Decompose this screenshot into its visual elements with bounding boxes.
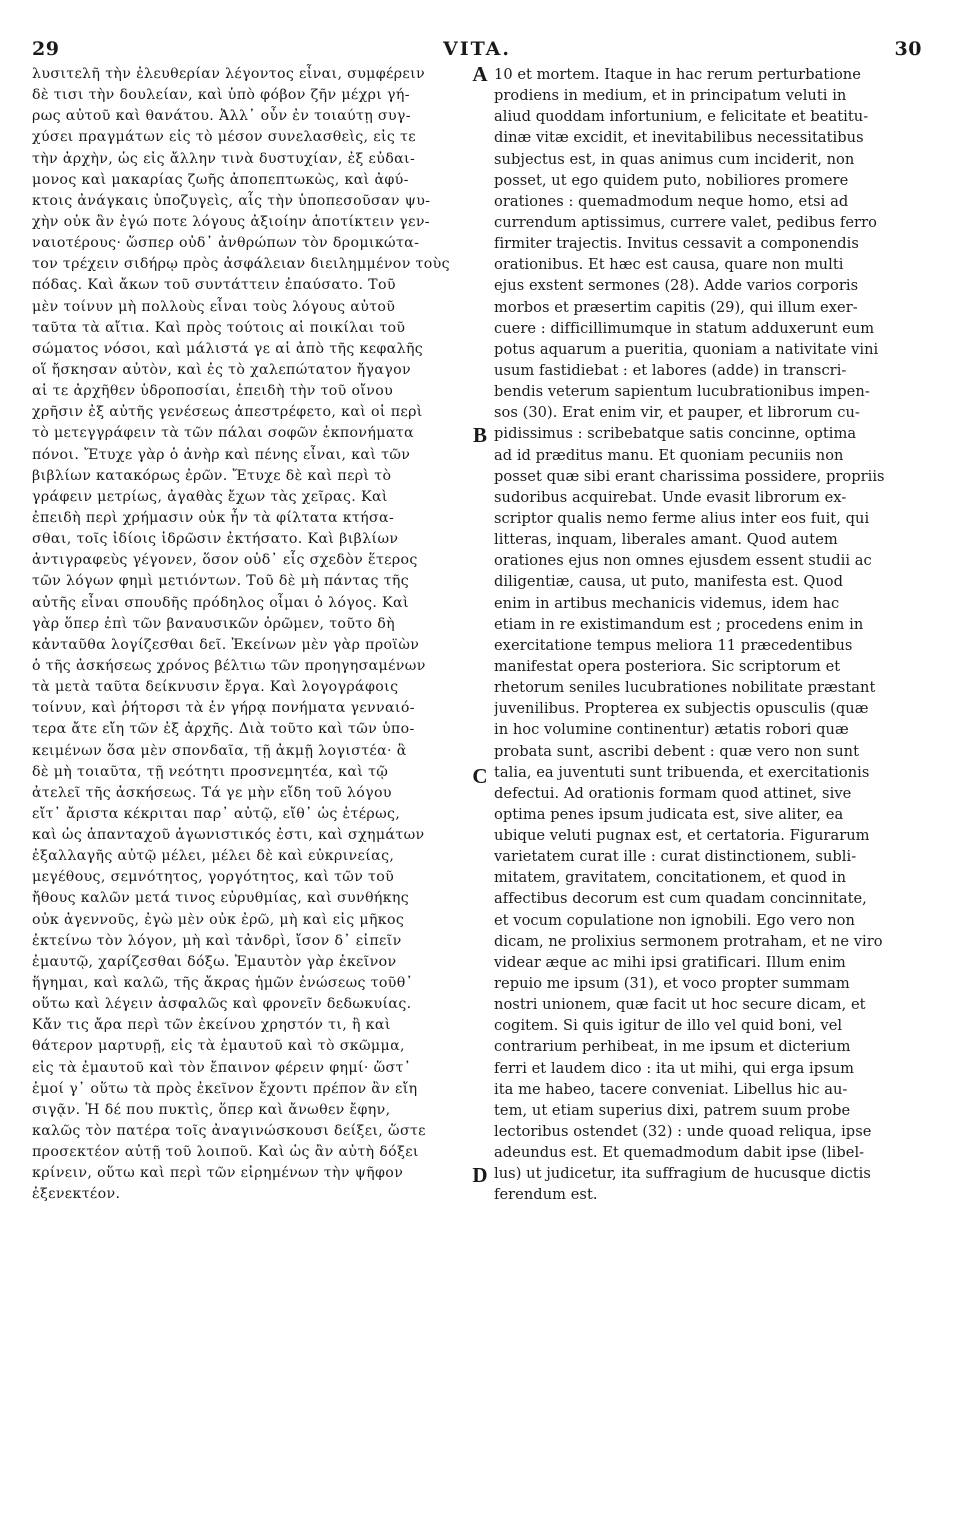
latin-text-line: ejus exstent sermones (28). Adde varios corporis	[494, 277, 859, 295]
greek-text-line: χὴν οὐκ ἂν ἐγώ ποτε λόγους ἀξιοίην ἀποτίκτειν γεν-	[32, 213, 430, 230]
latin-text-line: orationibus. Et hæc est causa, quare non multi	[494, 256, 844, 274]
latin-text-line: nostri unionem, quæ facit ut hoc secure dicam, et	[494, 996, 866, 1014]
latin-text-line: manifestat opera posteriora. Sic scriptorum et	[494, 657, 841, 675]
greek-text-line: καὶ ὡς ἁπανταχοῦ ἀγωνιστικός ἐστι, καὶ σχημάτων	[32, 827, 425, 844]
latin-text-line: currendum aptissimus, currere valet, pedibus ferro	[494, 213, 877, 231]
latin-text-line: ferendum est.	[494, 1186, 598, 1204]
latin-text-line: sos (30). Erat enim vir, et pauper, et librorum cu-	[494, 404, 860, 422]
greek-text-line: ἐπειδὴ περὶ χρήμασιν οὐκ ἦν τὰ φίλτατα κτήσα-	[32, 509, 395, 526]
latin-text-line: bendis veterum sapientum lucubrationibus impen-	[494, 383, 870, 401]
greek-text-line: Κἄν τις ἄρα περὶ τῶν ἐκείνου χρηστόν τι, ἢ καὶ	[32, 1017, 391, 1034]
latin-text-line: sudoribus acquirebat. Unde evasit librorum ex-	[494, 488, 847, 506]
greek-text-line: ὁ τῆς ἀσκήσεως χρόνος βέλτιω τῶν προηγησαμένων	[32, 657, 426, 674]
greek-text-line: οὐκ ἀγεννοῦς, ἐγὼ μὲν οὐκ ἐρῶ, μὴ καὶ εἰς μῆκος	[32, 911, 405, 928]
latin-text-line: adeundus est. Et quemadmodum dabit ipse (libel-	[494, 1144, 865, 1162]
greek-text-line: ἐξαλλαγῆς αὐτῷ μέλει, μέλει δὲ καὶ εὐκρινείας,	[32, 848, 395, 865]
greek-text-line: τῶν λόγων φημὶ μετιόντων. Τοῦ δὲ μὴ πάντας τῆς	[32, 573, 410, 590]
greek-text-line: οἵ ἤσκησαν αὐτὸν, καὶ ἐς τὸ χαλεπώτατον ἤγαγον	[32, 361, 411, 378]
greek-text-line: αἱ τε ἀρχῆθεν ὑδροποσίαι, ἐπειδὴ τὴν τοῦ οἴνου	[32, 383, 394, 400]
latin-text-line: 10 et mortem. Itaque in hac rerum perturbatione	[494, 66, 861, 83]
greek-text-line: τὸ μετεγγράφειν τὰ τῶν πάλαι σοφῶν ἐκπονήματα	[32, 425, 414, 442]
latin-text-line: optima penes ipsum judicata est, sive aliter, ea	[494, 805, 844, 823]
latin-text-line: etiam in re existimandum est ; procedens enim in	[494, 615, 864, 633]
greek-text-line: δὲ τισι τὴν δουλείαν, καὶ ὑπὸ φόβον ζῆν μέχρι γή-	[32, 87, 410, 104]
latin-text-line: cogitem. Si quis igitur de illo vel quid boni, vel	[494, 1017, 843, 1035]
latin-text-line: varietatem curat ille : curat distinctionem, subli-	[494, 848, 857, 866]
greek-text-line: λυσιτελῆ τὴν ἐλευθερίαν λέγοντος εἶναι, συμφέρειν	[32, 66, 426, 82]
greek-text-line: μονος καὶ μακαρίας ζωῆς ἀποπεπτωκὼς, καὶ ἀφύ-	[32, 171, 409, 188]
greek-text-line: ἥγημαι, καὶ καλῶ, τῆς ἄκρας ἡμῶν ἐνώσεως τοῦθ᾽	[32, 975, 414, 992]
latin-text-line: repuio me ipsum (31), et voco propter summam	[494, 975, 850, 993]
greek-text-line: τὰ μετὰ ταῦτα δείκνυσιν ἔργα. Καὶ λογογράφοις	[32, 679, 399, 696]
greek-text-line: τον τρέχειν σιδήρῳ πρὸς ἀσφάλειαν διειλημμένον τοὺς	[32, 256, 450, 273]
latin-text-line: defectui. Ad orationis formam quod attinet, sive	[494, 784, 852, 802]
greek-text-line: ταῦτα τὰ αἴτια. Καὶ πρὸς τούτοις αἱ ποικίλαι τοῦ	[32, 319, 406, 336]
latin-text-line: posset quæ sibi erant charissima possidere, propriis	[494, 467, 885, 485]
latin-text-line: scriptor qualis nemo ferme alius inter eos fuit, qui	[494, 509, 870, 527]
latin-text-line: videar æque ac mihi ipsi gratificari. Illum enim	[494, 953, 846, 971]
greek-text-line: γράφειν μετρίως, ἀγαθὰς ἔχων τὰς χεῖρας. Καὶ	[32, 488, 388, 505]
greek-text-line: σώματος νόσοι, καὶ μάλιστά γε αἱ ἀπὸ τῆς κεφαλῆς	[32, 340, 424, 357]
latin-text-line: talia, ea juventuti sunt tribuenda, et exercitationis	[494, 763, 870, 781]
latin-text-line: ita me habeo, tacere conveniat. Libellus hic au-	[494, 1080, 848, 1098]
latin-text-line: posset, ut ego quidem puto, nobiliores promere	[494, 171, 849, 189]
greek-text-line: εἰς τὰ ἐμαυτοῦ καὶ τὸν ἔπαινον φέρειν φημί· ὥστ᾽	[32, 1059, 412, 1076]
greek-text-line: τοίνυν, καὶ ῥήτορσι τὰ ἐν γήρᾳ πονήματα γενναιό-	[32, 700, 415, 717]
greek-text-line: δὲ μὴ τοιαῦτα, τῇ νεότητι προσνεμητέα, καὶ τῷ	[32, 763, 389, 780]
latin-text-line: lus) ut judicetur, ita suffragium de hucusque dictis	[494, 1165, 871, 1183]
latin-text-line: juvenilibus. Propterea ex subjectis opusculis (quæ	[494, 700, 869, 718]
greek-text-line: οὕτω καὶ λέγειν ἀσφαλῶς καὶ φρονεῖν δεδωκυίας.	[32, 996, 412, 1013]
latin-text-line: affectibus decorum est cum quadam concinnitate,	[494, 890, 867, 908]
greek-text-line: εἴτ᾽ ἄριστα κέκριται παρ᾽ αὐτῷ, εἴθ᾽ ὡς ἑτέρως,	[32, 805, 401, 822]
greek-text-line: αὐτῆς εἶναι σπουδῆς πρόδηλος οἶμαι ὁ λόγος. Καὶ	[32, 594, 409, 611]
page-number-left: 29	[32, 38, 60, 60]
greek-text-line: ἐκτείνω τὸν λόγον, μὴ καὶ τἀνδρὶ, ἴσον δ᾽ εἰπεῖν	[32, 932, 402, 949]
latin-text-line: mitatem, gravitatem, concitationem, et quod in	[494, 869, 847, 887]
latin-text-line: aliud quoddam infortunium, e felicitate et beatitu-	[494, 108, 869, 126]
greek-text-line: τερα ἄτε εἴη τῶν ἐξ ἀρχῆς. Διὰ τοῦτο καὶ τῶν ὑπο-	[32, 721, 415, 738]
running-title: VITA.	[442, 38, 512, 60]
latin-text-line: usum fastidiebat : et labores (adde) in transcri-	[494, 361, 847, 379]
greek-text-line: τὴν ἀρχὴν, ὡς εἰς ἄλλην τινὰ δυστυχίαν, ἐξ εὐδαι-	[32, 150, 416, 167]
latin-text-line: probata sunt, ascribi debent : quæ vero non sunt	[494, 742, 860, 760]
greek-text-line: ἤθους καλῶν μετά τινος εὐρυθμίας, καὶ συνθήκης	[32, 890, 410, 907]
greek-text-line: σιγᾷν. Ἡ δέ που πυκτὶς, ὅπερ καὶ ἄνωθεν ἔφην,	[32, 1101, 391, 1118]
greek-text-line: βιβλίων κατακόρως ἐρῶν. Ἔτυχε δὲ καὶ περὶ τὸ	[32, 467, 392, 484]
latin-text-line: diligentiæ, causa, ut puto, manifesta est. Quod	[494, 573, 844, 591]
latin-text-line: prodiens in medium, et in principatum veluti in	[494, 87, 847, 105]
greek-text-line: χύσει πραγμάτων εἰς τὸ μέσον συνελασθεὶς, εἰς τε	[32, 129, 416, 146]
greek-text-line: μεγέθους, σεμνότητος, γοργότητος, καὶ τῶν τοῦ	[32, 869, 395, 886]
running-header	[32, 38, 922, 64]
latin-text-line: exercitatione tempus meliora 11 præcedentibus	[494, 636, 853, 654]
greek-text-line: ἀντιγραφεὺς γέγονεν, ὅσον οὐδ᾽ εἷς σχεδὸν ἕτερος	[32, 552, 418, 569]
latin-text-line: dinæ vitæ excidit, et inevitabilibus necessitatibus	[494, 129, 864, 147]
latin-text-line: morbos et præsertim capitis (29), qui illum exer-	[494, 298, 858, 316]
latin-text-column	[494, 64, 924, 1206]
latin-text-line: cuere : difficillimumque in statum adduxerunt eum	[494, 319, 875, 337]
greek-text-line: ἀτελεῖ τῆς ἀσκήσεως. Τά γε μὴν εἴδη τοῦ λόγου	[32, 784, 392, 801]
greek-text-line: ναιοτέρους· ὥσπερ οὐδ᾽ ἀνθρώπων τὸν δρομικώτα-	[32, 235, 420, 252]
section-marker-c: C	[472, 764, 488, 788]
latin-text-line: pidissimus : scribebatque satis concinne, optima	[494, 425, 857, 443]
greek-text-line: προσεκτέον αὐτῇ τοῦ λοιποῦ. Καὶ ὡς ἂν αὐτὴ δόξει	[32, 1144, 419, 1161]
latin-text-line: litteras, inquam, liberales amant. Quod autem	[494, 531, 838, 549]
greek-text-line: θάτερον μαρτυρῇ, εἰς τὰ ἐμαυτοῦ καὶ τὸ σκῶμμα,	[32, 1038, 405, 1055]
greek-text-line: γὰρ ὅπερ ἐπὶ τῶν βαναυσικῶν ὁρῶμεν, τοῦτο δὴ	[32, 615, 395, 632]
latin-text-line: potus aquarum a pueritia, quoniam a nativitate vini	[494, 340, 879, 358]
greek-text-column	[32, 64, 470, 1206]
greek-text-line: καλῶς τὸν πατέρα τοῖς ἀναγινώσκουσι δείξει, ὥστε	[32, 1123, 426, 1140]
latin-text-line: subjectus est, in quas animus cum inciderit, non	[494, 150, 855, 168]
latin-text-line: et vocum copulatione non ignobili. Ego vero non	[494, 911, 855, 929]
greek-text-line: ἐξενεκτέον.	[32, 1186, 121, 1203]
latin-text-line: ubique veluti pugnax est, et certatoria. Figurarum	[494, 827, 870, 845]
latin-text-line: dicam, ne prolixius sermonem protraham, et ne viro	[494, 932, 883, 950]
greek-text-line: ἐμοί γ᾽ οὕτω τὰ πρὸς ἐκεῖνον ἔχοντι πρέπον ἂν εἴη	[32, 1080, 418, 1097]
greek-text-line: κτοις ἀνάγκαις ὑποζυγεὶς, αἷς τὴν ὑποπεσοῦσαν ψυ-	[32, 192, 431, 209]
latin-text-line: lectoribus ostendet (32) : unde quoad reliqua, ipse	[494, 1123, 872, 1141]
greek-text-line: κρίνειν, οὕτω καὶ περὶ τῶν εἰρημένων τὴν ψῆφον	[32, 1165, 404, 1182]
latin-text-line: orationes ejus non omnes ejusdem essent studii ac	[494, 552, 872, 570]
greek-text-line: κἀνταῦθα λογίζεσθαι δεῖ. Ἐκείνων μὲν γὰρ προϊὼν	[32, 636, 420, 653]
latin-text-line: firmiter trajectis. Invitus cessavit a componendis	[494, 235, 859, 253]
latin-text-line: ferri et laudem dico : ita ut mihi, qui erga ipsum	[494, 1059, 855, 1077]
latin-text-line: in hoc volumine continentur) ætatis robori quæ	[494, 721, 849, 739]
section-marker-d: D	[472, 1163, 488, 1187]
section-marker-b: B	[472, 423, 487, 447]
latin-text-line: contrarium perhibeat, in me ipsum et dicterium	[494, 1038, 851, 1056]
greek-text-line: ἐμαυτῷ, χαρίζεσθαι δόξω. Ἐμαυτὸν γὰρ ἐκεῖνον	[32, 953, 397, 970]
greek-text-line: κειμένων ὅσα μὲν σπονδαῖα, τῇ ἀκμῇ λογιστέα· ἃ	[32, 742, 407, 759]
latin-text-line: ad id præditus manu. Et quoniam pecuniis non	[494, 446, 844, 464]
latin-text-line: enim in artibus mechanicis videmus, idem hac	[494, 594, 840, 612]
section-marker-a: A	[472, 62, 488, 86]
latin-text-line: orationes : quemadmodum neque homo, etsi ad	[494, 192, 849, 210]
greek-text-line: μὲν τοίνυν μὴ πολλοὺς εἶναι τοὺς λόγους αὐτοῦ	[32, 298, 396, 315]
greek-text-line: πόδας. Καὶ ἄκων τοῦ συντάττειν ἐπαύσατο. Τοῦ	[32, 277, 396, 294]
greek-text-line: σθαι, τοῖς ἰδίοις ἱδρῶσιν ἐκτήσατο. Καὶ βιβλίων	[32, 531, 399, 548]
greek-text-line: ρως αὐτοῦ καὶ θανάτου. Ἀλλ᾽ οὖν ἐν τοιαύτῃ συγ-	[32, 108, 411, 125]
greek-text-line: χρῆσιν ἐξ αὐτῆς γενέσεως ἀπεστρέφετο, καὶ οἱ περὶ	[32, 404, 423, 421]
greek-text-line: πόνοι. Ἔτυχε γὰρ ὁ ἀνὴρ καὶ πένης εἶναι, καὶ τῶν	[32, 446, 411, 463]
page-number-right: 30	[894, 38, 922, 60]
latin-text-line: rhetorum seniles lucubrationes nobilitate præstant	[494, 679, 876, 697]
latin-text-line: tem, ut etiam superius dixi, patrem suum probe	[494, 1101, 851, 1119]
